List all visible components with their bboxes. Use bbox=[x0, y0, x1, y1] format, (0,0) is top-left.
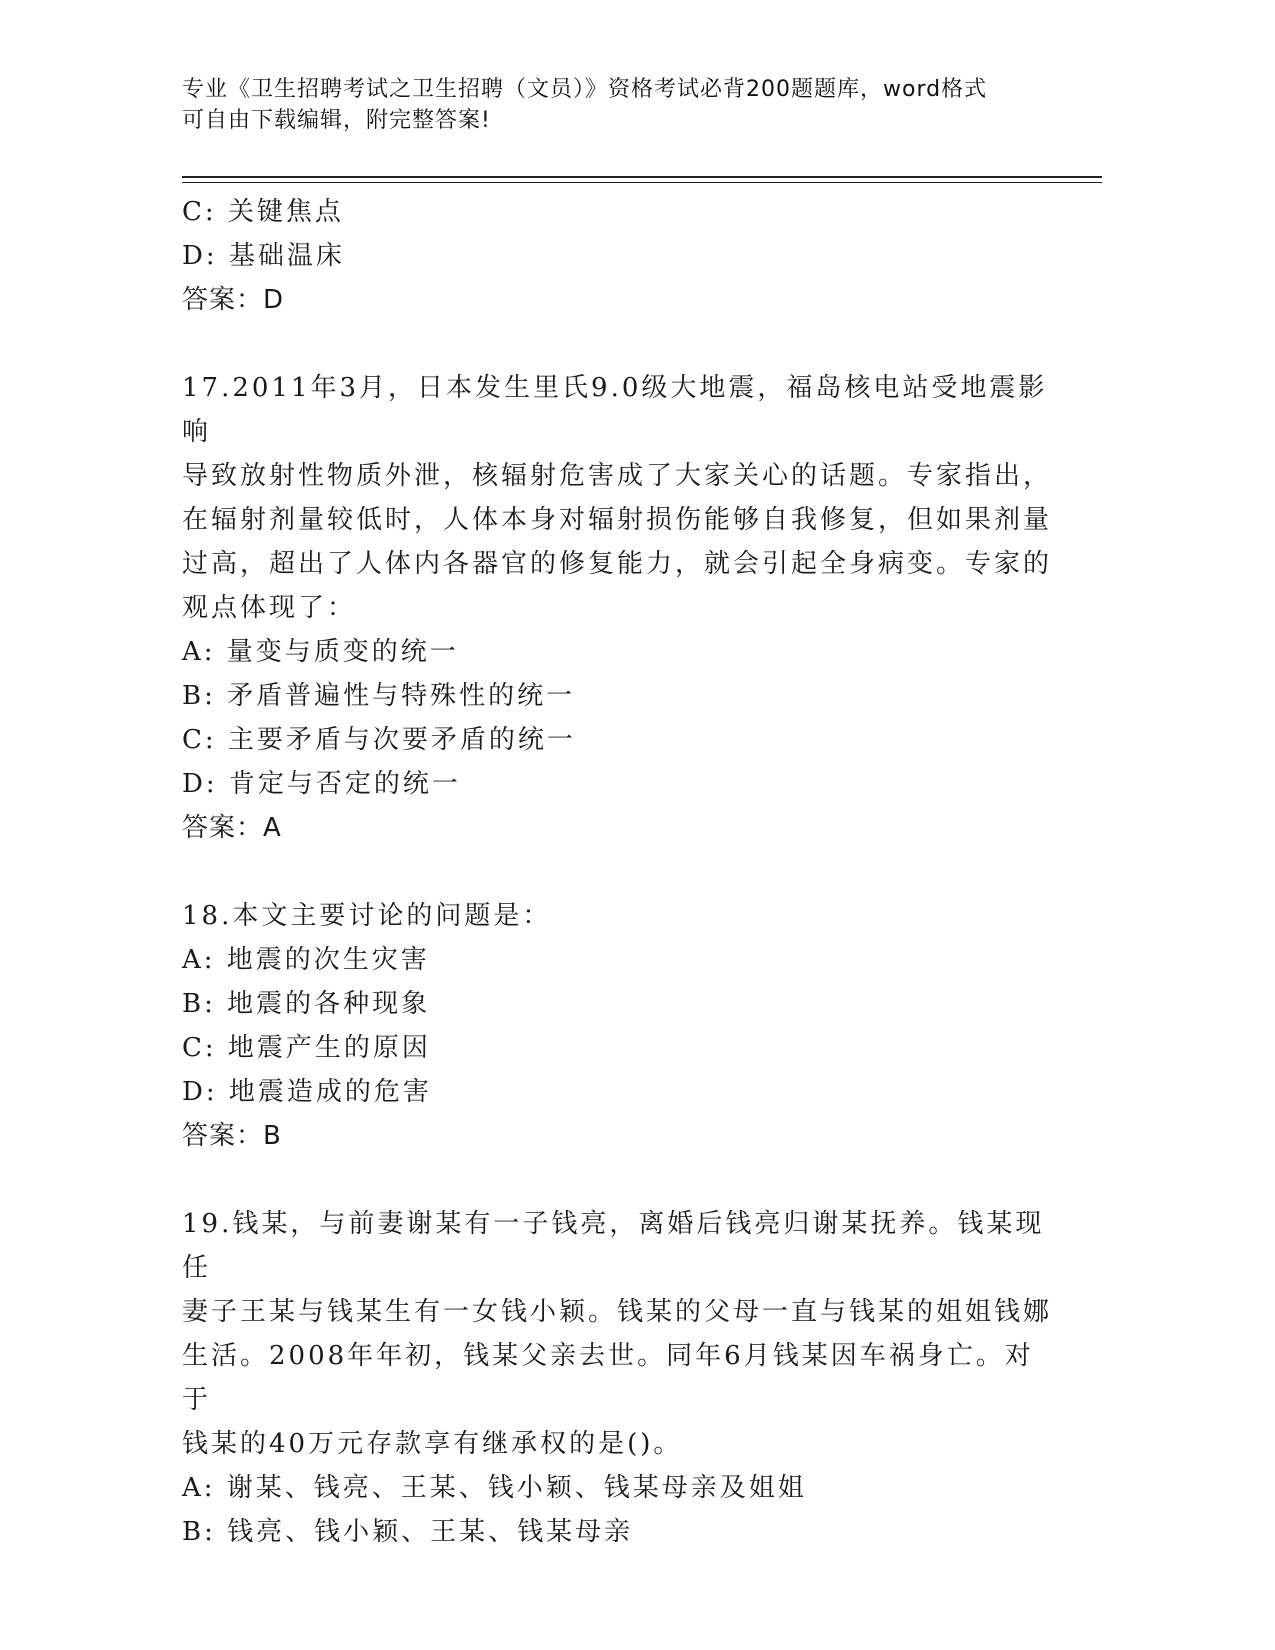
spacer bbox=[182, 1158, 1062, 1202]
question-stem-line: 生活。2008年年初，钱某父亲去世。同年6月钱某因车祸身亡。对于 bbox=[182, 1341, 1034, 1415]
question-stem-line: 钱某的40万元存款享有继承权的是()。 bbox=[182, 1429, 683, 1459]
option-b: B: 钱亮、钱小颖、王某、钱某母亲 bbox=[182, 1517, 634, 1547]
option-d: D: 基础温床 bbox=[182, 241, 345, 271]
document-header bbox=[182, 74, 1062, 136]
option-c: C: 关键焦点 bbox=[182, 197, 344, 227]
spacer bbox=[182, 850, 1062, 894]
option-a: A: 谢某、钱亮、王某、钱小颖、钱某母亲及姐姐 bbox=[182, 1473, 807, 1503]
option-d: D: 地震造成的危害 bbox=[182, 1077, 432, 1107]
question-stem-line: 19.钱某，与前妻谢某有一子钱亮，离婚后钱亮归谢某抚养。钱某现任 bbox=[182, 1209, 1045, 1283]
header-rule-thick bbox=[182, 176, 1102, 178]
option-c: C: 地震产生的原因 bbox=[182, 1033, 431, 1063]
option-b: B: 地震的各种现象 bbox=[182, 989, 431, 1019]
question-18 bbox=[182, 894, 1062, 1158]
header-rule-thin bbox=[182, 182, 1102, 183]
prev-question bbox=[182, 190, 1062, 322]
question-stem-line: 在辐射剂量较低时，人体本身对辐射损伤能够自我修复，但如果剂量 bbox=[182, 505, 1053, 535]
question-stem-line: 过高，超出了人体内各器官的修复能力，就会引起全身病变。专家的 bbox=[182, 549, 1053, 579]
answer-line: 答案：B bbox=[182, 1121, 282, 1151]
answer-line: 答案：A bbox=[182, 813, 282, 843]
question-stem-line: 观点体现了： bbox=[182, 593, 357, 623]
option-c: C: 主要矛盾与次要矛盾的统一 bbox=[182, 725, 576, 755]
question-17 bbox=[182, 366, 1062, 850]
option-b: B: 矛盾普遍性与特殊性的统一 bbox=[182, 681, 576, 711]
header-line-2: 可自由下载编辑，附完整答案! bbox=[182, 108, 491, 133]
question-stem-line: 17.2011年3月，日本发生里氏9.0级大地震，福岛核电站受地震影响 bbox=[182, 373, 1048, 447]
header-line-1: 专业《卫生招聘考试之卫生招聘（文员）》资格考试必背200题题库，word格式 bbox=[182, 77, 988, 102]
answer-line: 答案：D bbox=[182, 285, 285, 315]
question-19 bbox=[182, 1202, 1062, 1554]
option-a: A: 量变与质变的统一 bbox=[182, 637, 459, 667]
question-stem-line: 导致放射性物质外泄，核辐射危害成了大家关心的话题。专家指出， bbox=[182, 461, 1053, 491]
spacer bbox=[182, 322, 1062, 366]
question-stem-line: 妻子王某与钱某生有一女钱小颖。钱某的父母一直与钱某的姐姐钱娜 bbox=[182, 1297, 1053, 1327]
question-stem-line: 18.本文主要讨论的问题是： bbox=[182, 901, 552, 931]
document-body bbox=[182, 190, 1062, 1554]
option-a: A: 地震的次生灾害 bbox=[182, 945, 430, 975]
option-d: D: 肯定与否定的统一 bbox=[182, 769, 461, 799]
